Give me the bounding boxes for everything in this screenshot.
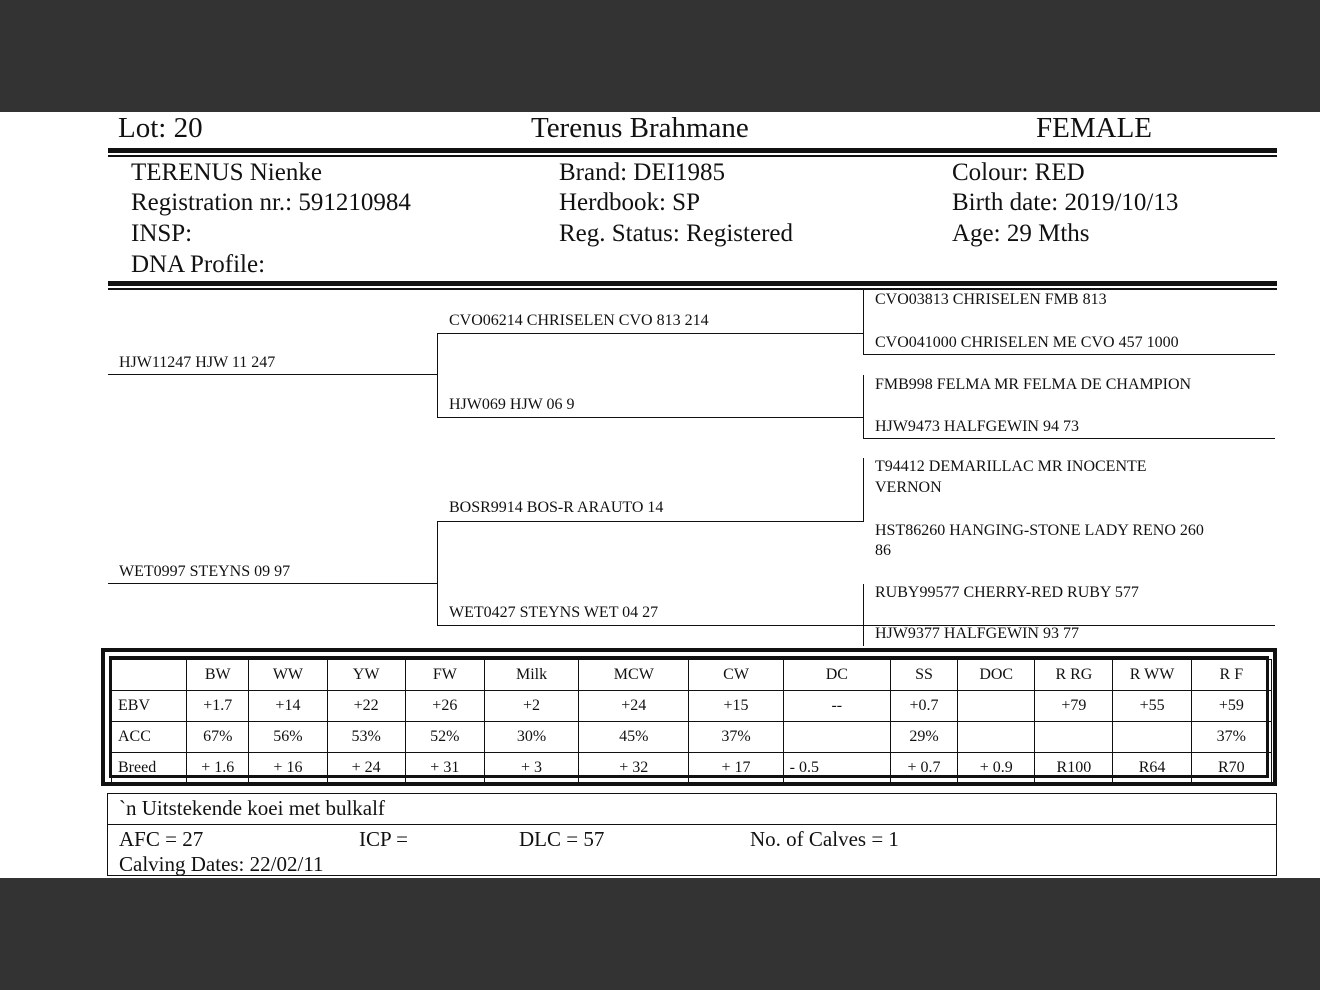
col-header: WW	[249, 660, 327, 691]
table-cell: +2	[484, 691, 578, 722]
registration-number: Registration nr.: 591210984	[131, 189, 411, 216]
row-label: EBV	[112, 691, 187, 722]
pedigree-ggp-1: CVO03813 CHRISELEN FMB 813	[875, 291, 1107, 308]
table-row	[112, 691, 1272, 722]
table-cell: R100	[1035, 753, 1113, 784]
pedigree-line	[863, 354, 1275, 355]
pedigree-ggp-6b: 86	[875, 542, 891, 559]
herdbook-field: Herdbook: SP	[559, 189, 700, 216]
row-label: Breed	[112, 753, 187, 784]
header-rule-thin	[108, 155, 1277, 157]
lot-number: Lot: 20	[118, 112, 203, 144]
table-cell: +1.7	[187, 691, 249, 722]
col-header: R RG	[1035, 660, 1113, 691]
table-cell: + 24	[327, 753, 405, 784]
col-header: R WW	[1113, 660, 1191, 691]
pedigree-dam: WET0997 STEYNS 09 97	[119, 563, 291, 580]
pedigree-sire-dam: HJW069 HJW 06 9	[449, 396, 575, 413]
pedigree-bracket	[863, 458, 864, 522]
table-cell: + 17	[689, 753, 783, 784]
table-cell: + 0.9	[958, 753, 1035, 784]
table-cell: + 32	[579, 753, 689, 784]
pedigree-ggp-3: FMB998 FELMA MR FELMA DE CHAMPION	[875, 376, 1192, 393]
col-header: Milk	[484, 660, 578, 691]
colour-field: Colour: RED	[952, 159, 1085, 186]
table-cell: +79	[1035, 691, 1113, 722]
col-header: CW	[689, 660, 783, 691]
pedigree-sire-sire: CVO06214 CHRISELEN CVO 813 214	[449, 312, 709, 329]
table-cell: +22	[327, 691, 405, 722]
table-cell: 53%	[327, 722, 405, 753]
table-cell: + 31	[405, 753, 484, 784]
table-cell: + 1.6	[187, 753, 249, 784]
table-cell: 37%	[1191, 722, 1271, 753]
pedigree-line	[437, 521, 863, 522]
calves-field: No. of Calves = 1	[750, 827, 899, 851]
col-header: DC	[783, 660, 890, 691]
table-cell: --	[783, 691, 890, 722]
table-cell	[1035, 722, 1113, 753]
pedigree-ggp-5b: VERNON	[875, 479, 942, 496]
table-cell: +26	[405, 691, 484, 722]
pedigree-line	[108, 374, 437, 375]
pedigree-line	[437, 333, 863, 334]
table-cell: 67%	[187, 722, 249, 753]
row-label: ACC	[112, 722, 187, 753]
pedigree-ggp-4: HJW9473 HALFGEWIN 94 73	[875, 418, 1079, 435]
table-row	[112, 753, 1272, 784]
table-cell: +0.7	[890, 691, 957, 722]
pedigree-dam-sire: BOSR9914 BOS-R ARAUTO 14	[449, 499, 664, 516]
table-cell: 56%	[249, 722, 327, 753]
col-header: R F	[1191, 660, 1271, 691]
info-rule-thin	[108, 288, 1277, 290]
table-cell: 29%	[890, 722, 957, 753]
info-rule-thick	[108, 281, 1277, 286]
header-rule-thick	[108, 148, 1277, 153]
table-cell: 52%	[405, 722, 484, 753]
icp-field: ICP =	[359, 827, 408, 851]
comment-text: `n Uitstekende koei met bulkalf	[119, 796, 385, 820]
reg-status-field: Reg. Status: Registered	[559, 220, 793, 247]
table-cell: + 16	[249, 753, 327, 784]
sex-label: FEMALE	[1036, 112, 1152, 144]
pedigree-line	[437, 625, 863, 626]
table-cell: +59	[1191, 691, 1271, 722]
table-cell: +55	[1113, 691, 1191, 722]
table-cell: + 3	[484, 753, 578, 784]
table-cell: 45%	[579, 722, 689, 753]
col-header: YW	[327, 660, 405, 691]
table-cell	[783, 722, 890, 753]
pedigree-ggp-2: CVO041000 CHRISELEN ME CVO 457 1000	[875, 334, 1179, 351]
pedigree-sire: HJW11247 HJW 11 247	[119, 354, 276, 371]
footer-box	[107, 793, 1277, 876]
table-cell: +15	[689, 691, 783, 722]
brand-field: Brand: DEI1985	[559, 159, 725, 186]
pedigree-ggp-7: RUBY99577 CHERRY-RED RUBY 577	[875, 584, 1139, 601]
pedigree-bracket	[863, 375, 864, 438]
table-cell: R70	[1191, 753, 1271, 784]
col-header: FW	[405, 660, 484, 691]
ebv-header-row	[112, 660, 1272, 691]
ebv-table	[111, 659, 1272, 784]
col-header: SS	[890, 660, 957, 691]
animal-name: TERENUS Nienke	[131, 159, 322, 186]
pedigree-line	[863, 438, 1275, 439]
table-cell: 30%	[484, 722, 578, 753]
col-header: DOC	[958, 660, 1035, 691]
calving-dates-field: Calving Dates: 22/02/11	[119, 852, 324, 876]
age-field: Age: 29 Mths	[952, 220, 1090, 247]
table-cell: +24	[579, 691, 689, 722]
insp-field: INSP:	[131, 220, 193, 247]
table-cell: - 0.5	[783, 753, 890, 784]
dlc-field: DLC = 57	[519, 827, 605, 851]
pedigree-dam-dam: WET0427 STEYNS WET 04 27	[449, 604, 659, 621]
lot-card	[0, 112, 1320, 878]
table-row	[112, 722, 1272, 753]
table-cell	[958, 691, 1035, 722]
birth-date-field: Birth date: 2019/10/13	[952, 189, 1179, 216]
pedigree-bracket	[437, 521, 438, 625]
table-cell: R64	[1113, 753, 1191, 784]
table-cell	[1113, 722, 1191, 753]
pedigree-bracket	[863, 584, 864, 646]
col-header: MCW	[579, 660, 689, 691]
dna-profile-field: DNA Profile:	[131, 251, 266, 278]
afc-field: AFC = 27	[119, 827, 204, 851]
pedigree-line	[108, 583, 437, 584]
footer-divider	[108, 824, 1276, 825]
pedigree-ggp-5: T94412 DEMARILLAC MR INOCENTE	[875, 458, 1147, 475]
table-cell: +14	[249, 691, 327, 722]
pedigree-bracket	[437, 333, 438, 417]
pedigree-line	[437, 417, 863, 418]
col-header	[112, 660, 187, 691]
table-cell: + 0.7	[890, 753, 957, 784]
pedigree-bracket	[863, 290, 864, 354]
col-header: BW	[187, 660, 249, 691]
pedigree-ggp-6: HST86260 HANGING-STONE LADY RENO 260	[875, 522, 1204, 539]
breed-title: Terenus Brahmane	[531, 112, 749, 144]
pedigree-ggp-8: HJW9377 HALFGEWIN 93 77	[875, 625, 1079, 642]
table-cell: 37%	[689, 722, 783, 753]
table-cell	[958, 722, 1035, 753]
